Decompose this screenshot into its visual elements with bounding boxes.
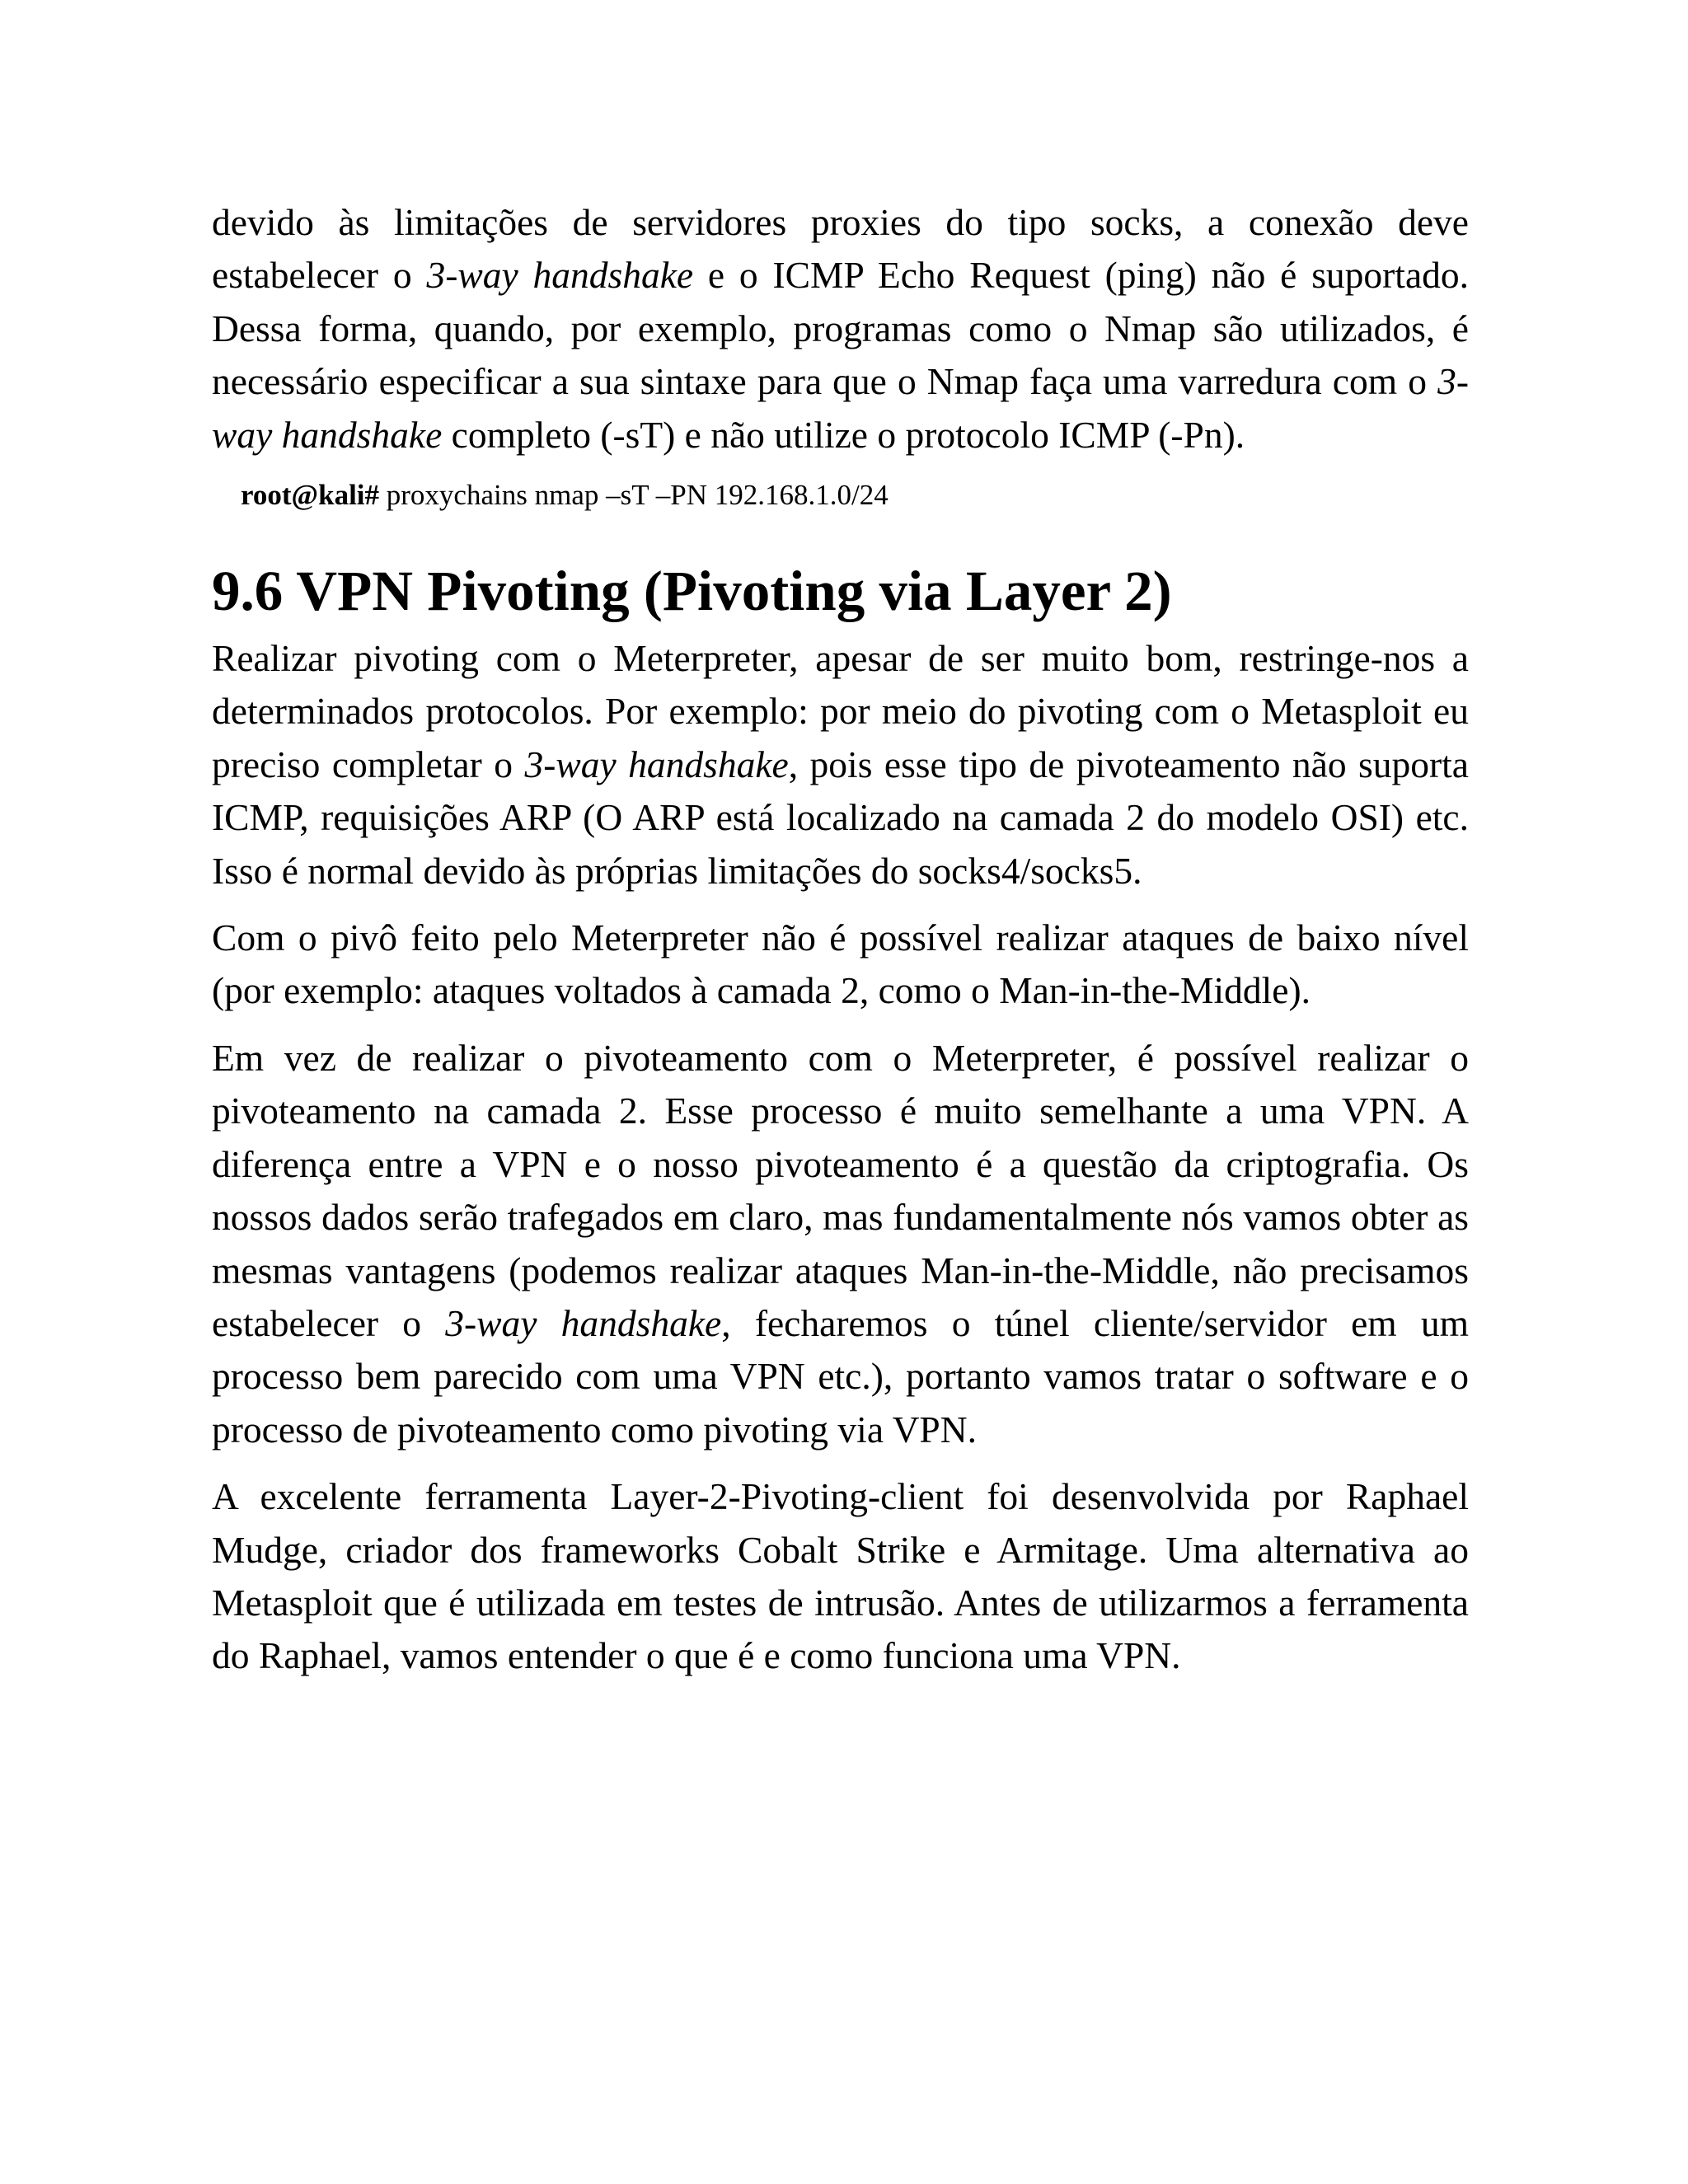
document-page <box>212 196 1469 1697</box>
paragraph-3 <box>212 1032 1469 1456</box>
intro-paragraph <box>212 196 1469 462</box>
p1-text-2: , pois esse tipo de pivoteamento não suporta ICMP, requisições ARP (O ARP está localizado na camada 2 do modelo OSI) etc. Isso é normal devido às próprias limitações do socks4/socks5. <box>212 743 1470 892</box>
p1-emphasis: 3-way handshake <box>524 743 789 785</box>
intro-text-1: devido às limitações de servidores proxies do tipo socks, a conexão deve estabelecer o <box>212 201 1469 297</box>
intro-emphasis-2: 3-way handshake <box>212 360 1469 456</box>
intro-text-2: e o ICMP Echo Request (ping) não é suportado. Dessa forma, quando, por exemplo, programas como o Nmap são utilizados, é necessário especificar a sua sintaxe para que o Nmap faça uma varredura com o <box>212 254 1470 403</box>
paragraph-1 <box>212 632 1469 898</box>
p3-emphasis: 3-way handshake <box>445 1301 722 1344</box>
p3-text-1: Em vez de realizar o pivoteamento com o Meterpreter, é possível realizar o pivoteamento na camada 2. Esse processo é muito semelhante a uma VPN. A diferença entre a VPN e o nosso pivoteamento é a questão da criptografia. Os nossos dados serão trafegados em claro, mas fundamentalmente nós vamos obter as mesmas vantagens (podemos realizar ataques Man-in-the-Middle, não precisamos estabelecer o <box>212 1036 1469 1344</box>
paragraph-2: Com o pivô feito pelo Meterpreter não é possível realizar ataques de baixo nível (por exemplo: ataques voltados à camada 2, como o Man-in-the-Middle). <box>212 916 1469 1012</box>
section-heading: 9.6 VPN Pivoting (Pivoting via Layer 2) <box>212 560 1172 623</box>
intro-emphasis-1: 3-way handshake <box>426 254 694 297</box>
command-line <box>241 476 1469 515</box>
p3-text-2: , fecharemos o túnel cliente/servidor em um processo bem parecido com uma VPN etc.), portanto vamos tratar o software e o processo de pivoteamento como pivoting via VPN. <box>212 1301 1470 1451</box>
intro-text-3: completo (-sT) e não utilize o protocolo ICMP (-Pn). <box>442 413 1245 456</box>
command-text: proxychains nmap –sT –PN 192.168.1.0/24 <box>379 479 889 512</box>
p1-text-1: Realizar pivoting com o Meterpreter, apesar de ser muito bom, restringe-nos a determinados protocolos. Por exemplo: por meio do pivoting com o Metasploit eu preciso completar o <box>212 637 1469 785</box>
paragraph-4: A excelente ferramenta Layer-2-Pivoting-client foi desenvolvida por Raphael Mudge, criador dos frameworks Cobalt Strike e Armitage. Uma alternativa ao Metasploit que é utilizada em testes de intrusão. Antes de utilizarmos a ferramenta do Raphael, vamos entender o que é e como funciona uma VPN. <box>212 1475 1469 1677</box>
command-prompt: root@kali# <box>241 479 380 512</box>
